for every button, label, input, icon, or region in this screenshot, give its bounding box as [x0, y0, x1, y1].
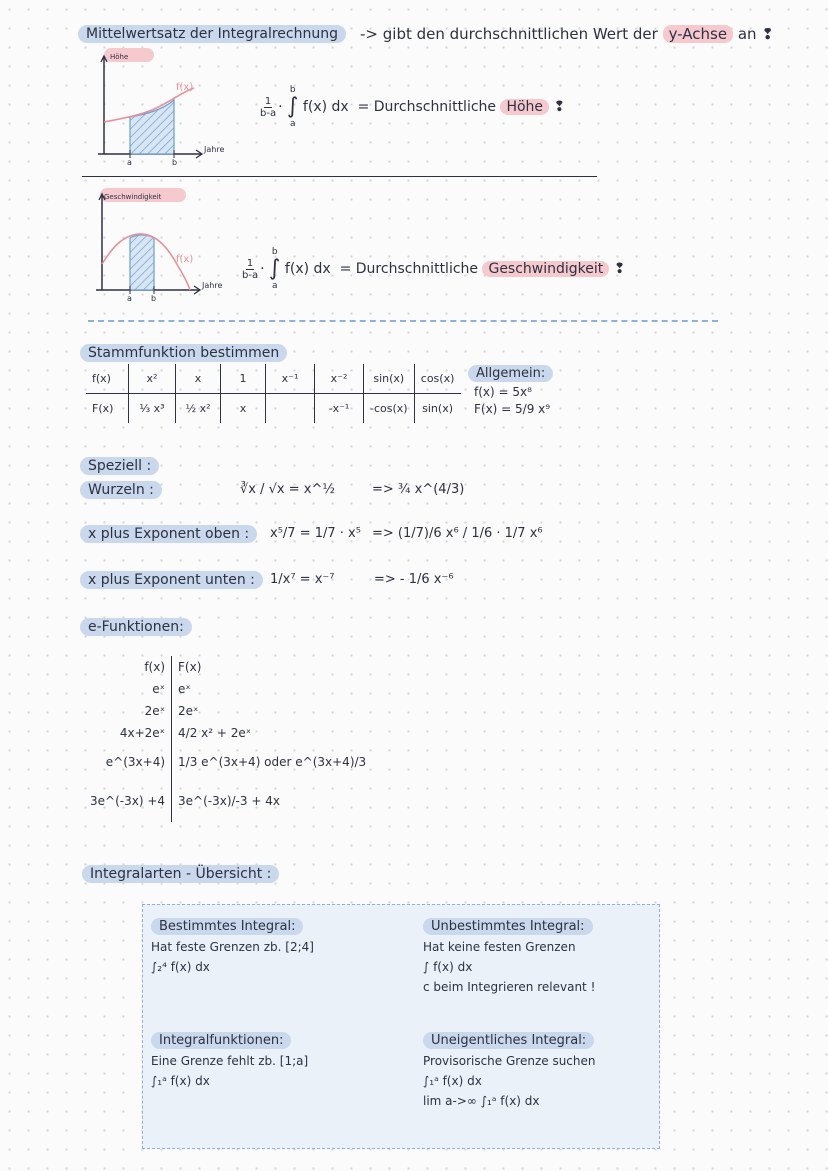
exp-oben-result: => (1/7)/6 x⁶ / 1/6 · 1/7 x⁶	[372, 526, 543, 541]
table-row	[84, 700, 372, 722]
table-cell: 2eˣ	[178, 704, 199, 718]
table-cell: x⁻¹	[266, 364, 315, 394]
table-row-f	[86, 364, 461, 394]
graph2-a: a	[127, 294, 132, 303]
table-cell: 4/2 x² + 2eˣ	[178, 726, 252, 740]
graph1-a: a	[127, 158, 132, 167]
mittelwert-note: -> gibt den durchschnittlichen Wert der y-Achse an ❢	[360, 25, 774, 43]
integralarten-box	[142, 904, 660, 1149]
graph-geschwindigkeit	[92, 188, 242, 306]
table-cell: 2eˣ	[84, 700, 172, 722]
cell-line: ∫₁ᵃ f(x) dx	[423, 1074, 482, 1088]
section-title-mittelwertsatz: Mittelwertsatz der Integralrechnung	[78, 26, 346, 42]
table-cell: x	[221, 394, 266, 424]
graph2-ylabel: Geschwindigkeit	[104, 193, 162, 201]
table-cell: F(x)	[178, 660, 202, 674]
exp-unten-result: => - 1/6 x⁻⁶	[374, 572, 454, 587]
table-cell: cos(x)	[414, 364, 461, 394]
table-row	[84, 656, 372, 678]
table-cell: 4x+2eˣ	[84, 722, 172, 744]
exp-unten-expr: 1/x⁷ = x⁻⁷	[270, 572, 335, 587]
graph2-area	[130, 235, 154, 290]
table-cell: f(x)	[84, 656, 172, 678]
table-cell: sin(x)	[422, 402, 453, 415]
efunktionen-title: e-Funktionen:	[80, 619, 192, 635]
exp-oben-expr: x⁵/7 = 1/7 · x⁵	[270, 526, 361, 541]
table-cell	[266, 394, 315, 424]
cell-line: Eine Grenze fehlt zb. [1;a]	[151, 1054, 309, 1068]
table-row	[84, 722, 372, 744]
table-cell: -x⁻¹	[315, 394, 364, 424]
formula-mittelwert-geschwindigkeit: $\frac{1}{b-a}$ · b ∫ a f(x) dx = Durchschnittliche Geschwindigkeit ❢	[242, 247, 626, 291]
cell-line: ∫₂⁴ f(x) dx	[151, 960, 210, 974]
exp-unten-label: x plus Exponent unten :	[80, 572, 263, 588]
section-title-stammfunktion: Stammfunktion bestimmen	[80, 345, 287, 361]
cell-line: ∫₁ᵃ f(x) dx	[151, 1074, 210, 1088]
stammfunktion-table	[86, 364, 461, 423]
table-cell: f(x)	[86, 364, 129, 394]
section-divider-dashed	[88, 320, 718, 322]
graph2-b: b	[151, 294, 157, 303]
speziell-title: Speziell :	[80, 458, 159, 474]
wurzeln-result: => ¾ x^(4/3)	[372, 482, 465, 497]
table-cell: x	[176, 364, 221, 394]
cell-title: Bestimmtes Integral:	[151, 918, 303, 935]
cell-line: Provisorische Grenze suchen	[423, 1054, 596, 1068]
cell-title: Integralfunktionen:	[151, 1032, 291, 1049]
cell-uneigentliches-integral	[423, 1031, 596, 1111]
allgemein-box	[468, 366, 553, 416]
graph-hoehe	[92, 48, 242, 168]
graph1-ylabel: Höhe	[110, 53, 129, 61]
table-cell: 3e^(-3x)/-3 + 4x	[178, 794, 280, 808]
cell-unbestimmtes-integral	[423, 917, 595, 997]
table-row	[84, 744, 372, 780]
table-cell: sin(x)	[364, 364, 415, 394]
graph1-xlabel: Jahre	[204, 145, 225, 154]
table-cell: -cos(x)	[364, 394, 415, 424]
cell-line: c beim Integrieren relevant !	[423, 980, 596, 994]
graph2-curve-label: f(x)	[176, 254, 194, 265]
efunktionen-table	[84, 656, 372, 822]
table-row	[84, 678, 372, 700]
table-cell: e^(3x+4)	[84, 744, 172, 780]
cell-line: ∫ f(x) dx	[423, 960, 473, 974]
cell-title: Uneigentliches Integral:	[423, 1032, 594, 1049]
table-cell: 1/3 e^(3x+4) oder e^(3x+4)/3	[178, 755, 367, 769]
table-cell: ⅓ x³	[129, 394, 176, 424]
cell-integralfunktionen	[151, 1031, 308, 1091]
formula-mittelwert-hoehe: $\frac{1}{b-a}$ · b ∫ a f(x) dx = Durchschnittliche Höhe ❢	[260, 85, 566, 129]
table-row	[84, 780, 372, 822]
allgemein-title: Allgemein:	[468, 365, 553, 382]
graph1-area	[130, 100, 174, 154]
integralarten-title: Integralarten - Übersicht :	[82, 866, 279, 882]
cell-line: Hat keine festen Grenzen	[423, 940, 576, 954]
cell-line: lim a->∞ ∫₁ᵃ f(x) dx	[423, 1094, 540, 1108]
table-cell: ½ x²	[176, 394, 221, 424]
table-cell: eˣ	[178, 682, 191, 696]
allgemein-F: F(x) = 5/9 x⁹	[474, 402, 551, 416]
cell-bestimmtes-integral	[151, 917, 314, 977]
graph2-xlabel: Jahre	[202, 281, 223, 290]
cell-line: Hat feste Grenzen zb. [2;4]	[151, 940, 314, 954]
wurzeln-expr: ∛x / √x = x^½	[240, 482, 335, 497]
table-row-F	[86, 394, 461, 424]
graph1-curve-label: f(x)	[176, 82, 194, 93]
table-cell: 1	[221, 364, 266, 394]
table-cell: eˣ	[84, 678, 172, 700]
exp-oben-label: x plus Exponent oben :	[80, 526, 257, 542]
allgemein-f: f(x) = 5x⁸	[474, 385, 532, 399]
table-cell: F(x)	[86, 394, 129, 424]
wurzeln-label: Wurzeln :	[80, 482, 162, 498]
table-cell: 3e^(-3x) +4	[84, 780, 172, 822]
graph1-b: b	[172, 158, 178, 167]
table-cell: x⁻²	[315, 364, 364, 394]
divider-line	[82, 176, 597, 177]
table-cell: x²	[129, 364, 176, 394]
cell-title: Unbestimmtes Integral:	[423, 918, 593, 935]
